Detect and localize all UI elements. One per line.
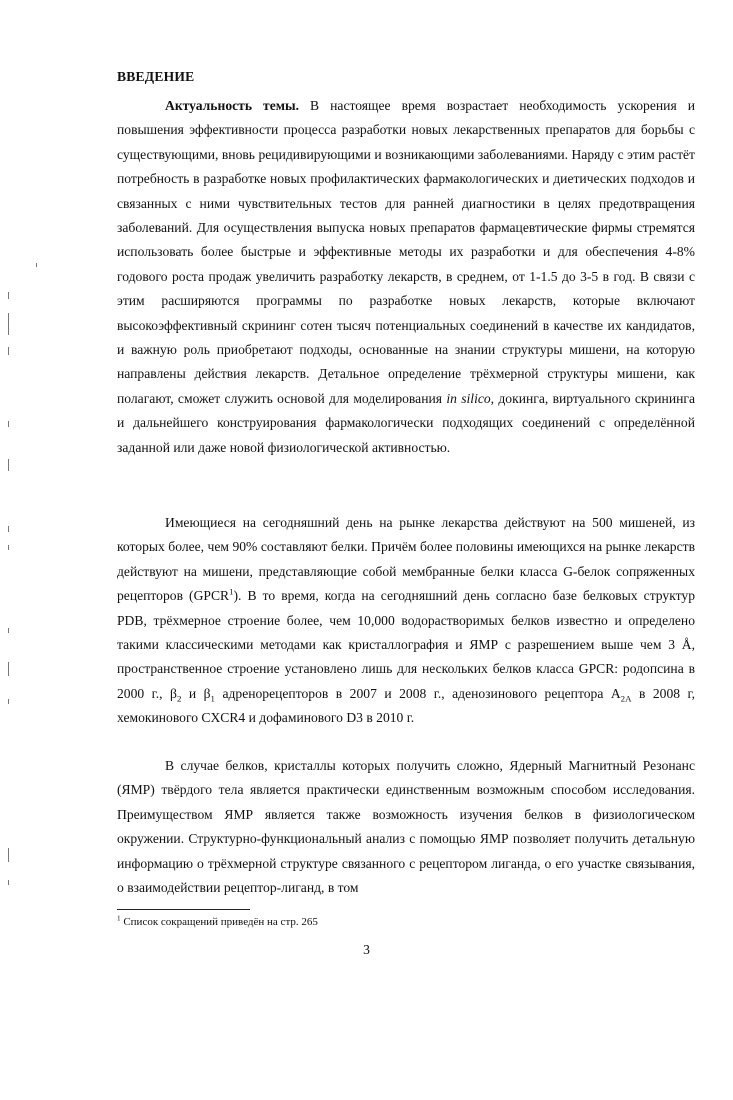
scan-mark — [8, 662, 9, 676]
scan-mark — [8, 880, 9, 885]
italic-term: in silico — [446, 390, 491, 406]
paragraph-relevance — [117, 94, 695, 460]
scan-mark — [8, 699, 9, 704]
footnote-text: Список сокращений приведён на стр. 265 — [120, 916, 318, 928]
scan-mark — [8, 347, 9, 355]
paragraph-text-tail: , докинга, виртуального скрининга и дальнейшего конструирования фармакологически подходящих соединений с определённой заданной или даже новой физиологической активностью. — [117, 390, 695, 455]
page-number: 3 — [363, 942, 370, 957]
paragraph-text: адренорецепторов в 2007 и 2008 г., аденозинового рецептора A — [214, 685, 621, 701]
paragraph-lead: Актуальность темы. — [165, 98, 300, 113]
paragraph-nmr: В случае белков, кристаллы которых получить сложно, Ядерный Магнитный Резонанс (ЯМР) твёрдого тела является практически единственным возможным способом исследования. Преимуществом ЯМР является также возможность изучения белков в физиологическом окружении. Структурно-функциональный анализ с помощью ЯМР позволяет получить детальную информацию о трёхмерной структуре связанного с рецептором лиганда, о его участке связывания, о взаимодействии рецептор-лиганд, в том — [117, 758, 695, 896]
scan-mark — [8, 848, 9, 862]
scan-mark — [8, 545, 9, 550]
paragraph-text: в 2008 г, хемокинового CXCR4 и дофаминового D3 в 2010 г. — [117, 685, 695, 726]
footnote — [117, 916, 318, 928]
paragraph-text: Имеющиеся на сегодняшний день на рынке лекарства действуют на 500 мишеней, из которых более, чем 90% составляют белки. Причём более половины имеющихся на рынке лекарств действуют на мишени, представляющие собой мембранные белки класса G-белок сопряженных рецепторов (GPCR — [117, 515, 695, 604]
scan-mark — [8, 628, 9, 633]
scan-mark — [8, 313, 9, 335]
footnote-reference: 1 — [229, 586, 234, 597]
paragraph-text: ). В то время, когда на сегодняшний день согласно базе белковых структур PDB, трёхмерное строение более, чем 10,000 водорастворимых белков известно и определено такими классическими методами как кристаллография и ЯМР с разрешением выше чем 3 Å, пространственное строение установлено лишь для нескольких белков класса GPCR: родопсина в 2000 г., β — [117, 588, 695, 701]
paragraph-text: В настоящее время возрастает необходимость ускорения и повышения эффективности процесса разработки новых лекарственных препаратов для борьбы с существующими, вновь рецидивирующими и возникающими заболеваниями. Наряду с этим растёт потребность в разработке новых профилактических фармакологических и диетических подходов и связанных с ними чувствительных тестов для ранней диагностики в целях предотвращения заболеваний. Для осуществления выпуска новых препаратов фармацевтические фирмы стремятся использовать более быстрые и эффективные методы их разработки и для обеспечения 4-8% годового роста продаж увеличить разработку лекарств, в среднем, от 1-1.5 до 3-5 в год. В связи с этим расширяются программы по разработке новых лекарств, которые включают высокоэффективный скрининг сотен тысяч потенциальных соединений в качестве их кандидатов, и важную роль приобретают подходы, основанные на знании структуры мишени, на которую направлены действия лекарств. Детальное определение трёхмерной структуры мишени, как полагают, сможет служить основой для моделирования — [117, 98, 695, 406]
section-heading: ВВЕДЕНИЕ — [117, 69, 195, 84]
paragraph-targets — [117, 511, 695, 731]
subscript: 1 — [210, 693, 215, 704]
subscript: 2A — [620, 693, 632, 704]
paragraph-text: и β — [181, 685, 211, 701]
scan-mark — [8, 421, 9, 427]
scan-mark — [8, 526, 9, 532]
scan-mark — [36, 263, 37, 267]
subscript: 2 — [176, 693, 182, 704]
scan-mark — [8, 292, 9, 299]
scan-mark — [8, 459, 9, 471]
footnote-number: 1 — [117, 914, 121, 923]
footnote-divider — [117, 909, 250, 910]
